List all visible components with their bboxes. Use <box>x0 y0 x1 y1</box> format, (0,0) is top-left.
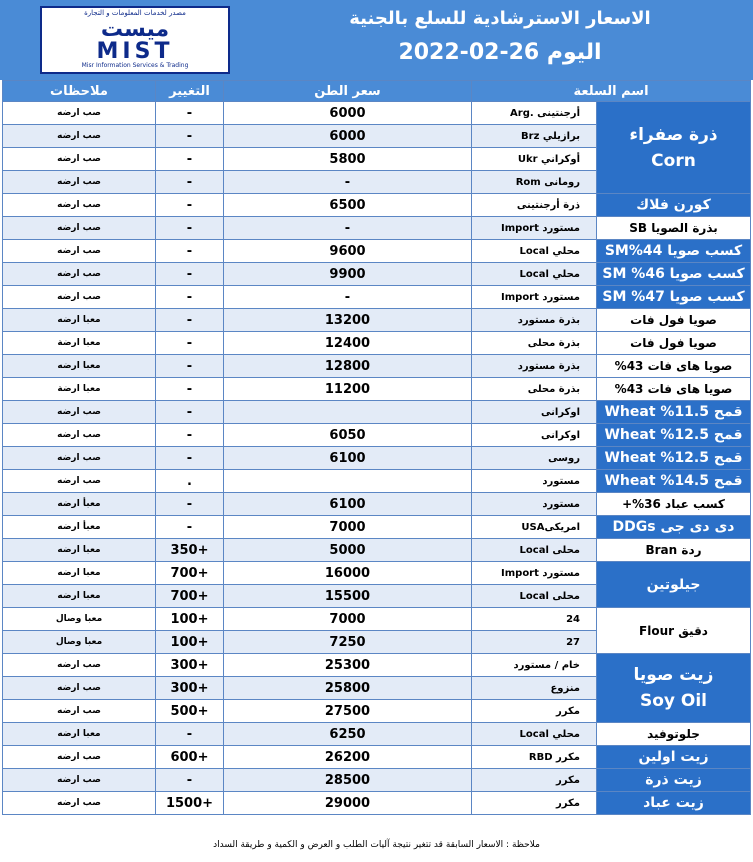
product-name-cell <box>597 401 751 424</box>
price-cell: 27500 <box>224 700 472 723</box>
price-cell: - <box>224 217 472 240</box>
note-cell: معبا ارضه <box>3 539 156 562</box>
note-cell: صب ارضه <box>3 700 156 723</box>
change-cell: . <box>156 470 224 493</box>
notes-column-header: ملاحظات <box>3 81 156 102</box>
origin-cell: روسى <box>472 447 597 470</box>
product-name: كسب صويا 47% SM <box>602 289 745 305</box>
price-cell: 9900 <box>224 263 472 286</box>
change-cell: - <box>156 378 224 401</box>
table-body <box>3 102 751 815</box>
origin-cell: مكرر <box>472 700 597 723</box>
product-name: جلوتوفيد <box>647 727 700 741</box>
table-row <box>3 539 751 562</box>
price-cell: 5800 <box>224 148 472 171</box>
product-name-cell <box>597 723 751 746</box>
origin-cell: مستورد Import <box>472 562 597 585</box>
note-cell: صب ارضه <box>3 677 156 700</box>
note-cell: معبا ارضه <box>3 355 156 378</box>
product-name-cell <box>597 102 751 194</box>
change-cell: +1500 <box>156 792 224 815</box>
note-cell: صب ارضه <box>3 148 156 171</box>
note-cell: معبا ارضة <box>3 378 156 401</box>
product-name: زيت عباد <box>643 795 704 811</box>
note-cell: صب ارضه <box>3 447 156 470</box>
table-row <box>3 309 751 332</box>
origin-cell: محلي Local <box>472 723 597 746</box>
price-cell: 11200 <box>224 378 472 401</box>
date-line: اليوم 26-02-2022 <box>398 40 602 65</box>
note-cell: صب ارضه <box>3 240 156 263</box>
price-cell: 6100 <box>224 447 472 470</box>
product-name: زيت صويا <box>633 665 714 685</box>
note-cell: صب ارضه <box>3 769 156 792</box>
product-name-cell <box>597 217 751 240</box>
price-cell: 7000 <box>224 608 472 631</box>
price-cell: 29000 <box>224 792 472 815</box>
product-name: صويا هاى فات 43% <box>614 382 733 396</box>
change-cell: - <box>156 194 224 217</box>
price-cell: 16000 <box>224 562 472 585</box>
change-cell: - <box>156 148 224 171</box>
mist-logo <box>40 6 230 74</box>
product-name-cell <box>597 769 751 792</box>
product-name-cell <box>597 608 751 654</box>
product-name-cell <box>597 332 751 355</box>
product-name-cell <box>597 746 751 769</box>
product-name-cell <box>597 194 751 217</box>
price-cell: - <box>224 171 472 194</box>
origin-cell: منزوع <box>472 677 597 700</box>
origin-cell: مستورد Import <box>472 286 597 309</box>
origin-cell: 27 <box>472 631 597 654</box>
product-name-cell <box>597 263 751 286</box>
table-row <box>3 401 751 424</box>
price-column-header: سعر الطن <box>224 81 472 102</box>
product-name-cell <box>597 286 751 309</box>
note-cell: صب ارضه <box>3 654 156 677</box>
product-name: ذرة صفراء <box>629 124 718 145</box>
product-name-cell <box>597 470 751 493</box>
table-row <box>3 194 751 217</box>
note-cell: صب ارضه <box>3 263 156 286</box>
product-name-english: Soy Oil <box>639 691 708 711</box>
logo-english: MIST <box>96 39 174 64</box>
note-cell: معبا وصال <box>3 631 156 654</box>
price-cell: 6000 <box>224 125 472 148</box>
product-name-cell <box>597 378 751 401</box>
page-title: الاسعار الاسترشادية للسلع بالجنية <box>349 8 651 29</box>
product-name-english: Corn <box>651 150 696 171</box>
table-row <box>3 217 751 240</box>
product-name: كسب صويا 44%SM <box>604 243 743 259</box>
product-name: زيت ذرة <box>645 772 702 788</box>
origin-cell: بذرة مستورد <box>472 309 597 332</box>
product-name: قمح 12.5% Wheat <box>604 427 743 443</box>
origin-cell: مكرر <box>472 792 597 815</box>
change-cell: +100 <box>156 631 224 654</box>
change-cell: +700 <box>156 562 224 585</box>
table-row <box>3 263 751 286</box>
table-row <box>3 792 751 815</box>
table-row <box>3 746 751 769</box>
note-cell: معبا ارضه <box>3 723 156 746</box>
product-name: دقيق Flour <box>639 623 708 638</box>
price-cell <box>224 401 472 424</box>
origin-cell: بذرة مستورد <box>472 355 597 378</box>
change-cell: - <box>156 401 224 424</box>
price-cell: 9600 <box>224 240 472 263</box>
logo-tagline: مصدر لخدمات المعلومات و التجارة <box>84 9 186 17</box>
table-row <box>3 493 751 516</box>
note-cell: صب ارضه <box>3 102 156 125</box>
change-cell: - <box>156 723 224 746</box>
origin-cell: أرجنتينى .Arg <box>472 102 597 125</box>
header-banner <box>0 0 753 80</box>
table-row <box>3 608 751 631</box>
change-cell: - <box>156 286 224 309</box>
price-cell: 6500 <box>224 194 472 217</box>
origin-cell: مكرر <box>472 769 597 792</box>
origin-cell: مستورد Import <box>472 217 597 240</box>
origin-cell: مستورد <box>472 470 597 493</box>
product-name-cell <box>597 309 751 332</box>
footer-note: ملاحظة : الاسعار السابقة قد تتغير نتيجة آليات الطلب و العرض و الكمية و طريقة السداد <box>213 840 540 850</box>
table-row <box>3 769 751 792</box>
change-cell: - <box>156 516 224 539</box>
price-cell <box>224 470 472 493</box>
product-name: كسب عباد 36%+ <box>622 497 725 511</box>
product-name: بذرة الصويا SB <box>629 221 718 235</box>
price-cell: 25800 <box>224 677 472 700</box>
logo-subtitle: Misr Information Services & Trading <box>81 62 189 69</box>
table-row <box>3 286 751 309</box>
price-cell: 6000 <box>224 102 472 125</box>
product-name-cell <box>597 539 751 562</box>
product-name: كورن فلاك <box>636 197 711 213</box>
table-row <box>3 102 751 125</box>
change-cell: - <box>156 125 224 148</box>
product-name-cell <box>597 562 751 608</box>
origin-cell: برازيلي Brz <box>472 125 597 148</box>
origin-cell: رومانى Rom <box>472 171 597 194</box>
change-cell: +300 <box>156 677 224 700</box>
product-column-header: اسم السلعة <box>472 81 751 102</box>
table-row <box>3 654 751 677</box>
product-name-cell <box>597 424 751 447</box>
price-cell: 12400 <box>224 332 472 355</box>
product-name: زيت اولين <box>638 749 709 765</box>
price-cell: 5000 <box>224 539 472 562</box>
product-name: صويا فول فات <box>630 336 717 350</box>
product-name: صويا فول فات <box>630 313 717 327</box>
note-cell: صب ارضه <box>3 424 156 447</box>
change-cell: - <box>156 355 224 378</box>
logo-arabic: ميست <box>100 17 170 42</box>
note-cell: صب ارضه <box>3 194 156 217</box>
table-row <box>3 355 751 378</box>
price-cell: 25300 <box>224 654 472 677</box>
product-name-cell <box>597 792 751 815</box>
change-cell: - <box>156 263 224 286</box>
note-cell: معبا ارضة <box>3 332 156 355</box>
origin-cell: ذرة أرجنتينى <box>472 194 597 217</box>
price-cell: 7000 <box>224 516 472 539</box>
change-cell: - <box>156 102 224 125</box>
product-name: دى دى جى DDGs <box>612 519 735 535</box>
note-cell: صب ارضه <box>3 792 156 815</box>
note-cell: صب ارضه <box>3 125 156 148</box>
origin-cell: محلي Local <box>472 240 597 263</box>
change-cell: - <box>156 332 224 355</box>
table-row <box>3 562 751 585</box>
price-cell: 28500 <box>224 769 472 792</box>
note-cell: معبا ارضه <box>3 562 156 585</box>
product-name-cell <box>597 516 751 539</box>
product-name: كسب صويا 46% SM <box>602 266 745 282</box>
change-cell: +700 <box>156 585 224 608</box>
change-cell: +300 <box>156 654 224 677</box>
origin-cell: اوكرانى <box>472 424 597 447</box>
table-row <box>3 447 751 470</box>
product-name: قمح 12.5% Wheat <box>604 450 743 466</box>
product-name-cell <box>597 447 751 470</box>
origin-cell: خام / مستورد <box>472 654 597 677</box>
change-cell: +600 <box>156 746 224 769</box>
price-cell: - <box>224 286 472 309</box>
price-cell: 15500 <box>224 585 472 608</box>
table-header-row <box>3 81 751 102</box>
note-cell: معبأ ارضه <box>3 516 156 539</box>
change-cell: - <box>156 493 224 516</box>
note-cell: صب ارضه <box>3 401 156 424</box>
product-name-cell <box>597 355 751 378</box>
price-cell: 6100 <box>224 493 472 516</box>
origin-cell: بذرة محلى <box>472 332 597 355</box>
change-cell: - <box>156 217 224 240</box>
price-table <box>2 80 751 815</box>
origin-cell: محلي Local <box>472 263 597 286</box>
note-cell: معبا ارضه <box>3 309 156 332</box>
note-cell: صب ارضه <box>3 171 156 194</box>
note-cell: صب ارضه <box>3 470 156 493</box>
change-cell: +500 <box>156 700 224 723</box>
product-name: قمح 11.5% Wheat <box>604 404 743 420</box>
change-cell: - <box>156 769 224 792</box>
origin-cell: امريكىUSA <box>472 516 597 539</box>
origin-cell: بذرة محلى <box>472 378 597 401</box>
note-cell: صب ارضه <box>3 746 156 769</box>
note-cell: معبا وصال <box>3 608 156 631</box>
change-column-header: التغيير <box>156 81 224 102</box>
note-cell: صب ارضه <box>3 217 156 240</box>
product-name-cell <box>597 493 751 516</box>
change-cell: - <box>156 447 224 470</box>
product-name-cell <box>597 240 751 263</box>
origin-cell: مستورد <box>472 493 597 516</box>
table-row <box>3 424 751 447</box>
table-row <box>3 378 751 401</box>
table-row <box>3 723 751 746</box>
change-cell: +100 <box>156 608 224 631</box>
change-cell: - <box>156 309 224 332</box>
note-cell: معبا ارضه <box>3 585 156 608</box>
change-cell: - <box>156 171 224 194</box>
table-row <box>3 332 751 355</box>
product-name: ردة Bran <box>645 543 702 557</box>
origin-cell: محلى Local <box>472 539 597 562</box>
product-name: قمح 14.5% Wheat <box>604 473 743 489</box>
change-cell: - <box>156 240 224 263</box>
table-row <box>3 240 751 263</box>
change-cell: +350 <box>156 539 224 562</box>
product-name: صويا هاى فات 43% <box>614 359 733 373</box>
origin-cell: 24 <box>472 608 597 631</box>
note-cell: معبأ ارضه <box>3 493 156 516</box>
price-cell: 6250 <box>224 723 472 746</box>
origin-cell: اوكرانى <box>472 401 597 424</box>
product-name: جيلوتين <box>646 576 701 593</box>
origin-cell: مكرر RBD <box>472 746 597 769</box>
price-cell: 12800 <box>224 355 472 378</box>
product-name-cell <box>597 654 751 723</box>
price-cell: 13200 <box>224 309 472 332</box>
origin-cell: أوكراني Ukr <box>472 148 597 171</box>
price-cell: 6050 <box>224 424 472 447</box>
price-cell: 7250 <box>224 631 472 654</box>
note-cell: صب ارضه <box>3 286 156 309</box>
table-row <box>3 470 751 493</box>
origin-cell: محلى Local <box>472 585 597 608</box>
price-cell: 26200 <box>224 746 472 769</box>
change-cell: - <box>156 424 224 447</box>
table-row <box>3 516 751 539</box>
